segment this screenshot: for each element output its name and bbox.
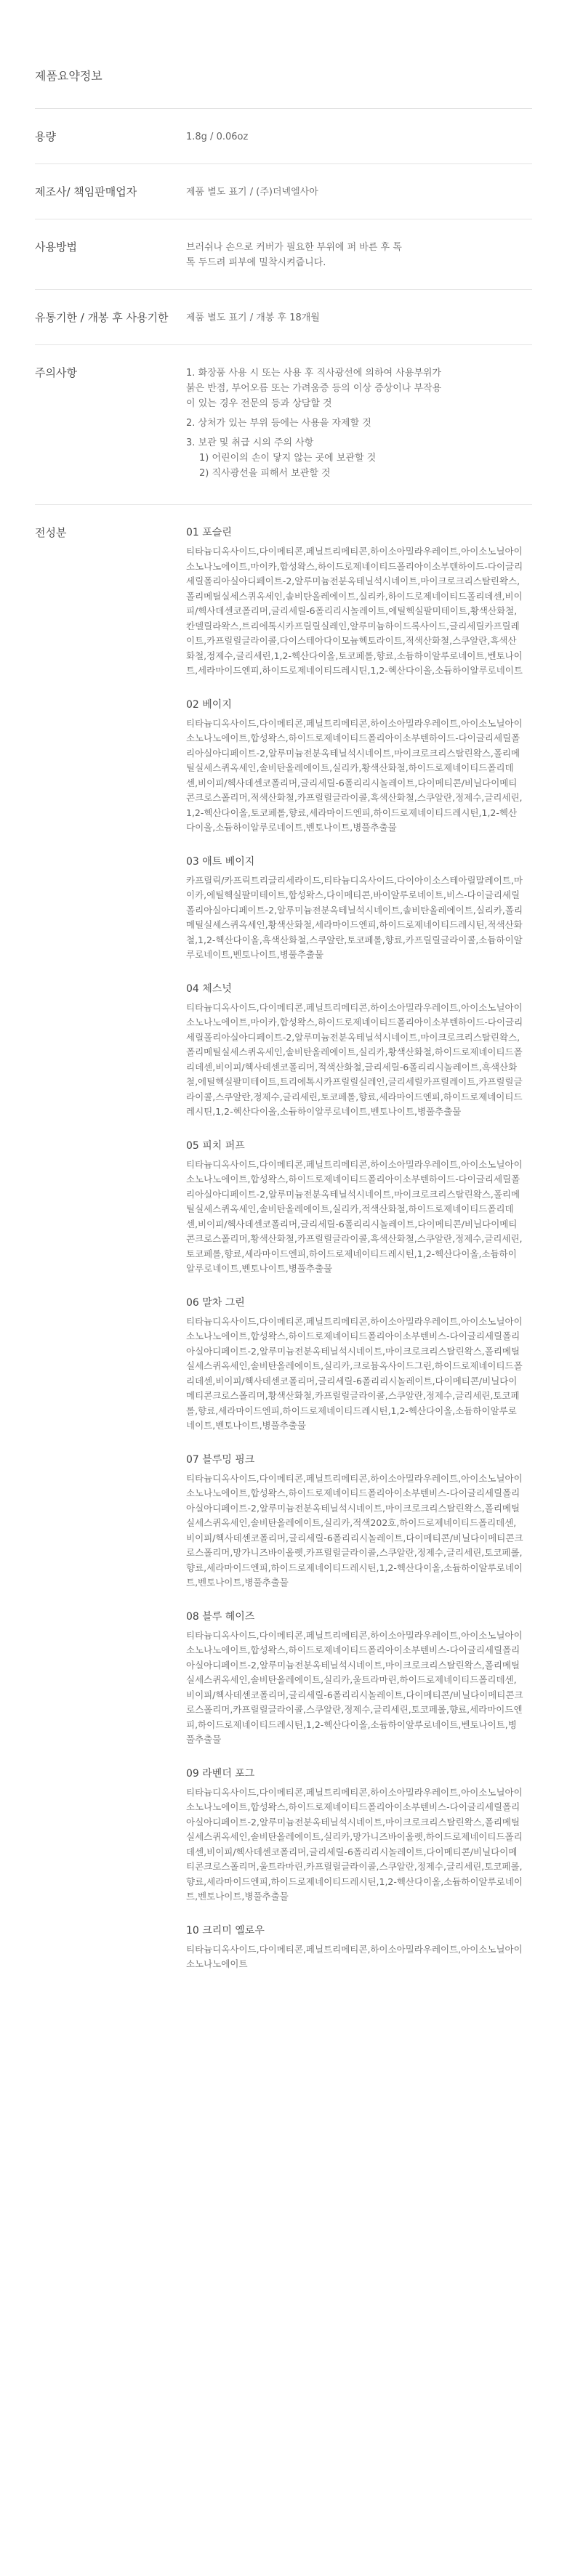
shade-name: 03 애트 베이지: [186, 855, 255, 868]
ingredients-content: [186, 525, 532, 1991]
ingredient-group: [186, 698, 525, 836]
ingredient-list: 티타늄디옥사이드,다이메티콘,페닐트리메티콘,하이소아밀라우레이트,아이소노닐아이소노나노에이트: [186, 1943, 523, 1969]
shade-name: 01 포슬린: [186, 527, 232, 538]
caution-subitem: 2) 직사광선을 피해서 보관할 것: [199, 468, 331, 479]
shade-name: 07 블루밍 핑크: [186, 1453, 255, 1466]
row-value: 제품 별도 표기 / (주)더넥엘사아: [186, 187, 318, 198]
ingredient-group: [186, 982, 525, 1120]
caution-subitem: 1) 어린이의 손이 닿지 않는 곳에 보관할 것: [199, 453, 377, 464]
caution-item-text: 3. 보관 및 취급 시의 주의 사항: [186, 437, 314, 448]
ingredient-list: 티타늄디옥사이드,다이메티콘,페닐트리메티콘,하이소아밀라우레이트,아이소노닐아이소노나노에이트,합성왁스,하이드로제네이티드폴리아이소부텐비스-다이글리세릴폴리아실아디페이트-2,알루미늄전분옥테닐석시네이트,마이크로크리스탈린왁스,폴리메틸실세스퀴옥세인,솔비탄올레에이트,실리카,크로뮴옥사이드그린,하이드로제네이티드폴리데센,비이피/헥사데센코폴리머,글리세릴-6폴리리시놀레이트,다이메티콘/비닐다이메티콘크로스폴리머,황색산화철,카프릴릴글라이콜,스쿠알란,정제수,글리세린,토코페롤,향료,세라마이드엔피,하이드로제네이티드레시틴,1,2-헥산다이올,소듐하이알루로네이트,벤토나이트,병풀추출물: [186, 1315, 523, 1431]
ingredient-list: 티타늄디옥사이드,다이메티콘,페닐트리메티콘,하이소아밀라우레이트,아이소노닐아이소노나노에이트,합성왁스,하이드로제네이티드폴리아이소부텐비스-다이글리세릴폴리아실아디페이트-2,알루미늄전분옥테닐석시네이트,마이크로크리스탈린왁스,폴리메틸실세스퀴옥세인,솔비탄올레에이트,실리카,울트라마린,하이드로제네이티드폴리데센,비이피/헥사데센코폴리머,글리세릴-6폴리리시놀레이트,다이메티콘/비닐다이메티콘크로스폴리머,카프릴릴글라이콜,스쿠알란,정제수,글리세린,토코페롤,향료,세라마이드엔피,하이드로제네이티드레시틴,1,2-헥산다이올,소듐하이알루로네이트,벤토나이트,병풀추출물: [186, 1629, 523, 1745]
page-title: 제품요약정보: [35, 0, 532, 109]
ingredient-group: [186, 1923, 525, 1972]
ingredient-list: 티타늄디옥사이드,다이메티콘,페닐트리메티콘,하이소아밀라우레이트,아이소노닐아이소노나노에이트,합성왁스,하이드로제네이티드폴리아이소부텐하이드-다이글리세릴폴리아실아디페이트-2,알루미늄전분옥테닐석시네이트,마이크로크리스탈린왁스,폴리메틸실세스퀴옥세인,솔비탄올레에이트,실리카,적색산화철,하이드로제네이티드폴리데센,비이피/헥사데센코폴리머,글리세릴-6폴리리시놀레이트,다이메티콘/비닐다이메티콘크로스폴리머,황색산화철,카프릴릴글라이콜,흑색산화철,스쿠알란,정제수,글리세린,토코페롤,향료,세라마이드엔피,하이드로제네이티드레시틴,1,2-헥산다이올,소듐하이알루로네이트,벤토나이트,병풀추출물: [186, 1158, 523, 1274]
ingredient-list: 티타늄디옥사이드,다이메티콘,페닐트리메티콘,하이소아밀라우레이트,아이소노닐아이소노나노에이트,합성왁스,하이드로제네이티드폴리아이소부텐하이드-다이글리세릴폴리아실아디페이트-2,알루미늄전분옥테닐석시네이트,마이크로크리스탈린왁스,폴리메틸실세스퀴옥세인,솔비탄올레에이트,실리카,황색산화철,하이드로제네이티드폴리데센,비이피/헥사데센코폴리머,글리세릴-6폴리리시놀레이트,다이메티콘/비닐다이메티콘크로스폴리머,적색산화철,카프릴릴글라이콜,흑색산화철,스쿠알란,정제수,글리세린,1,2-헥산다이올,토코페롤,향료,세라마이드엔피,하이드로제네이티드레시틴,1,2-헥산다이올,소듐하이알루로네이트,벤토나이트,병풀추출물: [186, 717, 523, 833]
shade-name: 05 피치 퍼프: [186, 1139, 245, 1152]
row-label: 사용방법: [35, 241, 77, 254]
row-value: 브러쉬나 손으로 커버가 필요한 부위에 퍼 바른 후 톡톡 두드려 피부에 밀착시켜줍니다.: [186, 242, 402, 268]
caution-content: [186, 366, 455, 485]
ingredient-list: 카프릴릭/카프릭트리글리세라이드,티타늄디옥사이드,다이아이소스테아릴말레이트,마이카,에틸헥실팔미테이트,합성왁스,다이메티콘,바이알루로네이트,비스-다이글리세릴폴리아실아디페이트-2,알루미늄전분옥테닐석시네이트,솔비탄올레에이트,실리카,폴리메틸실세스퀴옥세인,황색산화철,세라마이드엔피,하이드로제네이티드레시틴,적색산화철,1,2-헥산다이올,흑색산화철,스쿠알란,토코페롤,향료,카프릴릴글라이콜,소듐하이알루로네이트,벤토나이트,병풀추출물: [186, 874, 523, 960]
ingredient-list: 티타늄디옥사이드,다이메티콘,페닐트리메티콘,하이소아밀라우레이트,아이소노닐아이소노나노에이트,합성왁스,하이드로제네이티드폴리아이소부텐비스-다이글리세릴폴리아실아디페이트-2,알루미늄전분옥테닐석시네이트,마이크로크리스탈린왁스,폴리메틸실세스퀴옥세인,솔비탄올레에이트,실리카,적색202호,하이드로제네이티드폴리데센,비이피/헥사데센코폴리머,글리세릴-6폴리리시놀레이트,다이메티콘/비닐다이메티콘크로스폴리머,망가니즈바이올렛,카프릴릴글라이콜,스쿠알란,정제수,글리세린,토코페롤,향료,세라마이드엔피,하이드로제네이티드레시틴,1,2-헥산다이올,소듐하이알루로네이트,벤토나이트,병풀추출물: [186, 1472, 523, 1588]
ingredient-group: [186, 1139, 525, 1277]
caution-list: [186, 366, 448, 481]
ingredient-list: 티타늄디옥사이드,다이메티콘,페닐트리메티콘,하이소아밀라우레이트,아이소노닐아이소노나노에이트,마이카,합성왁스,하이드로제네이티드폴리아이소부텐하이드-다이글리세릴폴리아실아디페이트-2,알루미늄전분옥테닐석시네이트,마이크로크리스탈린왁스,폴리메틸실세스퀴옥세인,솔비탄올레에이트,실리카,황색산화철,하이드로제네이티드폴리데센,비이피/헥사데센코폴리머,적색산화철,글리세릴-6폴리리시놀레이트,흑색산화철,에틸헥실팔미테이트,트리에톡시카프릴릴실레인,글리세릴카프릴레이트,카프릴릴글라이콜,스쿠알란,정제수,글리세린,토코페롤,향료,세라마이드엔피,하이드로제네이티드레시틴,1,2-헥산다이올,소듐하이알루로네이트,벤토나이트,병풀추출물: [186, 1001, 523, 1117]
row-volume: [35, 109, 532, 164]
shade-name: 10 크리미 옐로우: [186, 1924, 265, 1937]
shade-name: 08 블루 헤이즈: [186, 1610, 255, 1623]
caution-item: [186, 435, 448, 481]
ingredient-group: [186, 525, 525, 679]
row-manufacturer: [35, 164, 532, 219]
row-usage: [35, 219, 532, 290]
ingredient-group: [186, 1610, 525, 1748]
ingredient-group: [186, 1453, 525, 1591]
row-caution: [35, 345, 532, 505]
ingredient-list: 티타늄디옥사이드,다이메티콘,페닐트리메티콘,하이소아밀라우레이트,아이소노닐아이소노나노에이트,마이카,합성왁스,하이드로제네이티드폴리아이소부텐하이드-다이글리세릴폴리아실아디페이트-2,알루미늄전분옥테닐석시네이트,마이크로크리스탈린왁스,폴리메틸실세스퀴옥세인,솔비탄올레에이트,실리카,하이드로제네이티드폴리데센,비이피/헥사데센코폴리머,글리세릴-6폴리리시놀레이트,에틸헥실팔미테이트,황색산화철,칸델릴라왁스,트리에톡시카프릴릴실레인,알루미늄하이드록사이드,글리세릴카프릴레이트,카프릴릴글라이콜,다이스테아다이모늄헥토라이트,적색산화철,스쿠알란,흑색산화철,정제수,글리세린,1,2-헥산다이올,토코페롤,향료,소듐하이알루로네이트,벤토나이트,세라마이드엔피,하이드로제네이티드레시틴,1,2-헥산다이올,소듐하이알루로네이트: [186, 546, 523, 676]
shade-name: 02 베이지: [186, 698, 232, 711]
row-label: 주의사항: [35, 366, 77, 379]
ingredient-group: [186, 855, 525, 963]
row-value: 제품 별도 표기 / 개봉 후 18개월: [186, 312, 320, 323]
shade-name: 09 라벤더 포그: [186, 1767, 255, 1780]
ingredient-group: [186, 1767, 525, 1905]
row-expiry: [35, 290, 532, 345]
row-label: 용량: [35, 130, 56, 143]
row-ingredients: [35, 505, 532, 2010]
ingredient-group: [186, 1296, 525, 1434]
caution-item: 1. 화장품 사용 시 또는 사용 후 직사광선에 의하여 사용부위가 붉은 반점, 부어오름 또는 가려움증 등의 이상 증상이나 부작용이 있는 경우 전문의 등과 상담할 것: [186, 368, 442, 409]
row-value: 1.8g / 0.06oz: [186, 132, 249, 142]
row-label: 제조사/ 책임판매업자: [35, 185, 137, 198]
shade-name: 04 체스넛: [186, 982, 232, 995]
row-label: 유통기한 / 개봉 후 사용기한: [35, 311, 169, 324]
caution-item: 2. 상처가 있는 부위 등에는 사용을 자제할 것: [186, 418, 371, 429]
ingredient-list: 티타늄디옥사이드,다이메티콘,페닐트리메티콘,하이소아밀라우레이트,아이소노닐아이소노나노에이트,합성왁스,하이드로제네이티드폴리아이소부텐비스-다이글리세릴폴리아실아디페이트-2,알루미늄전분옥테닐석시네이트,마이크로크리스탈린왁스,폴리메틸실세스퀴옥세인,솔비탄올레에이트,실리카,망가니즈바이올렛,하이드로제네이티드폴리데센,비이피/헥사데센코폴리머,글리세릴-6폴리리시놀레이트,다이메티콘/비닐다이메티콘크로스폴리머,울트라마린,카프릴릴글라이콜,스쿠알란,정제수,글리세린,토코페롤,향료,세라마이드엔피,하이드로제네이티드레시틴,1,2-헥산다이올,소듐하이알루로네이트,벤토나이트,병풀추출물: [186, 1786, 523, 1902]
row-label: 전성분: [35, 526, 67, 539]
shade-name: 06 말차 그린: [186, 1296, 245, 1309]
